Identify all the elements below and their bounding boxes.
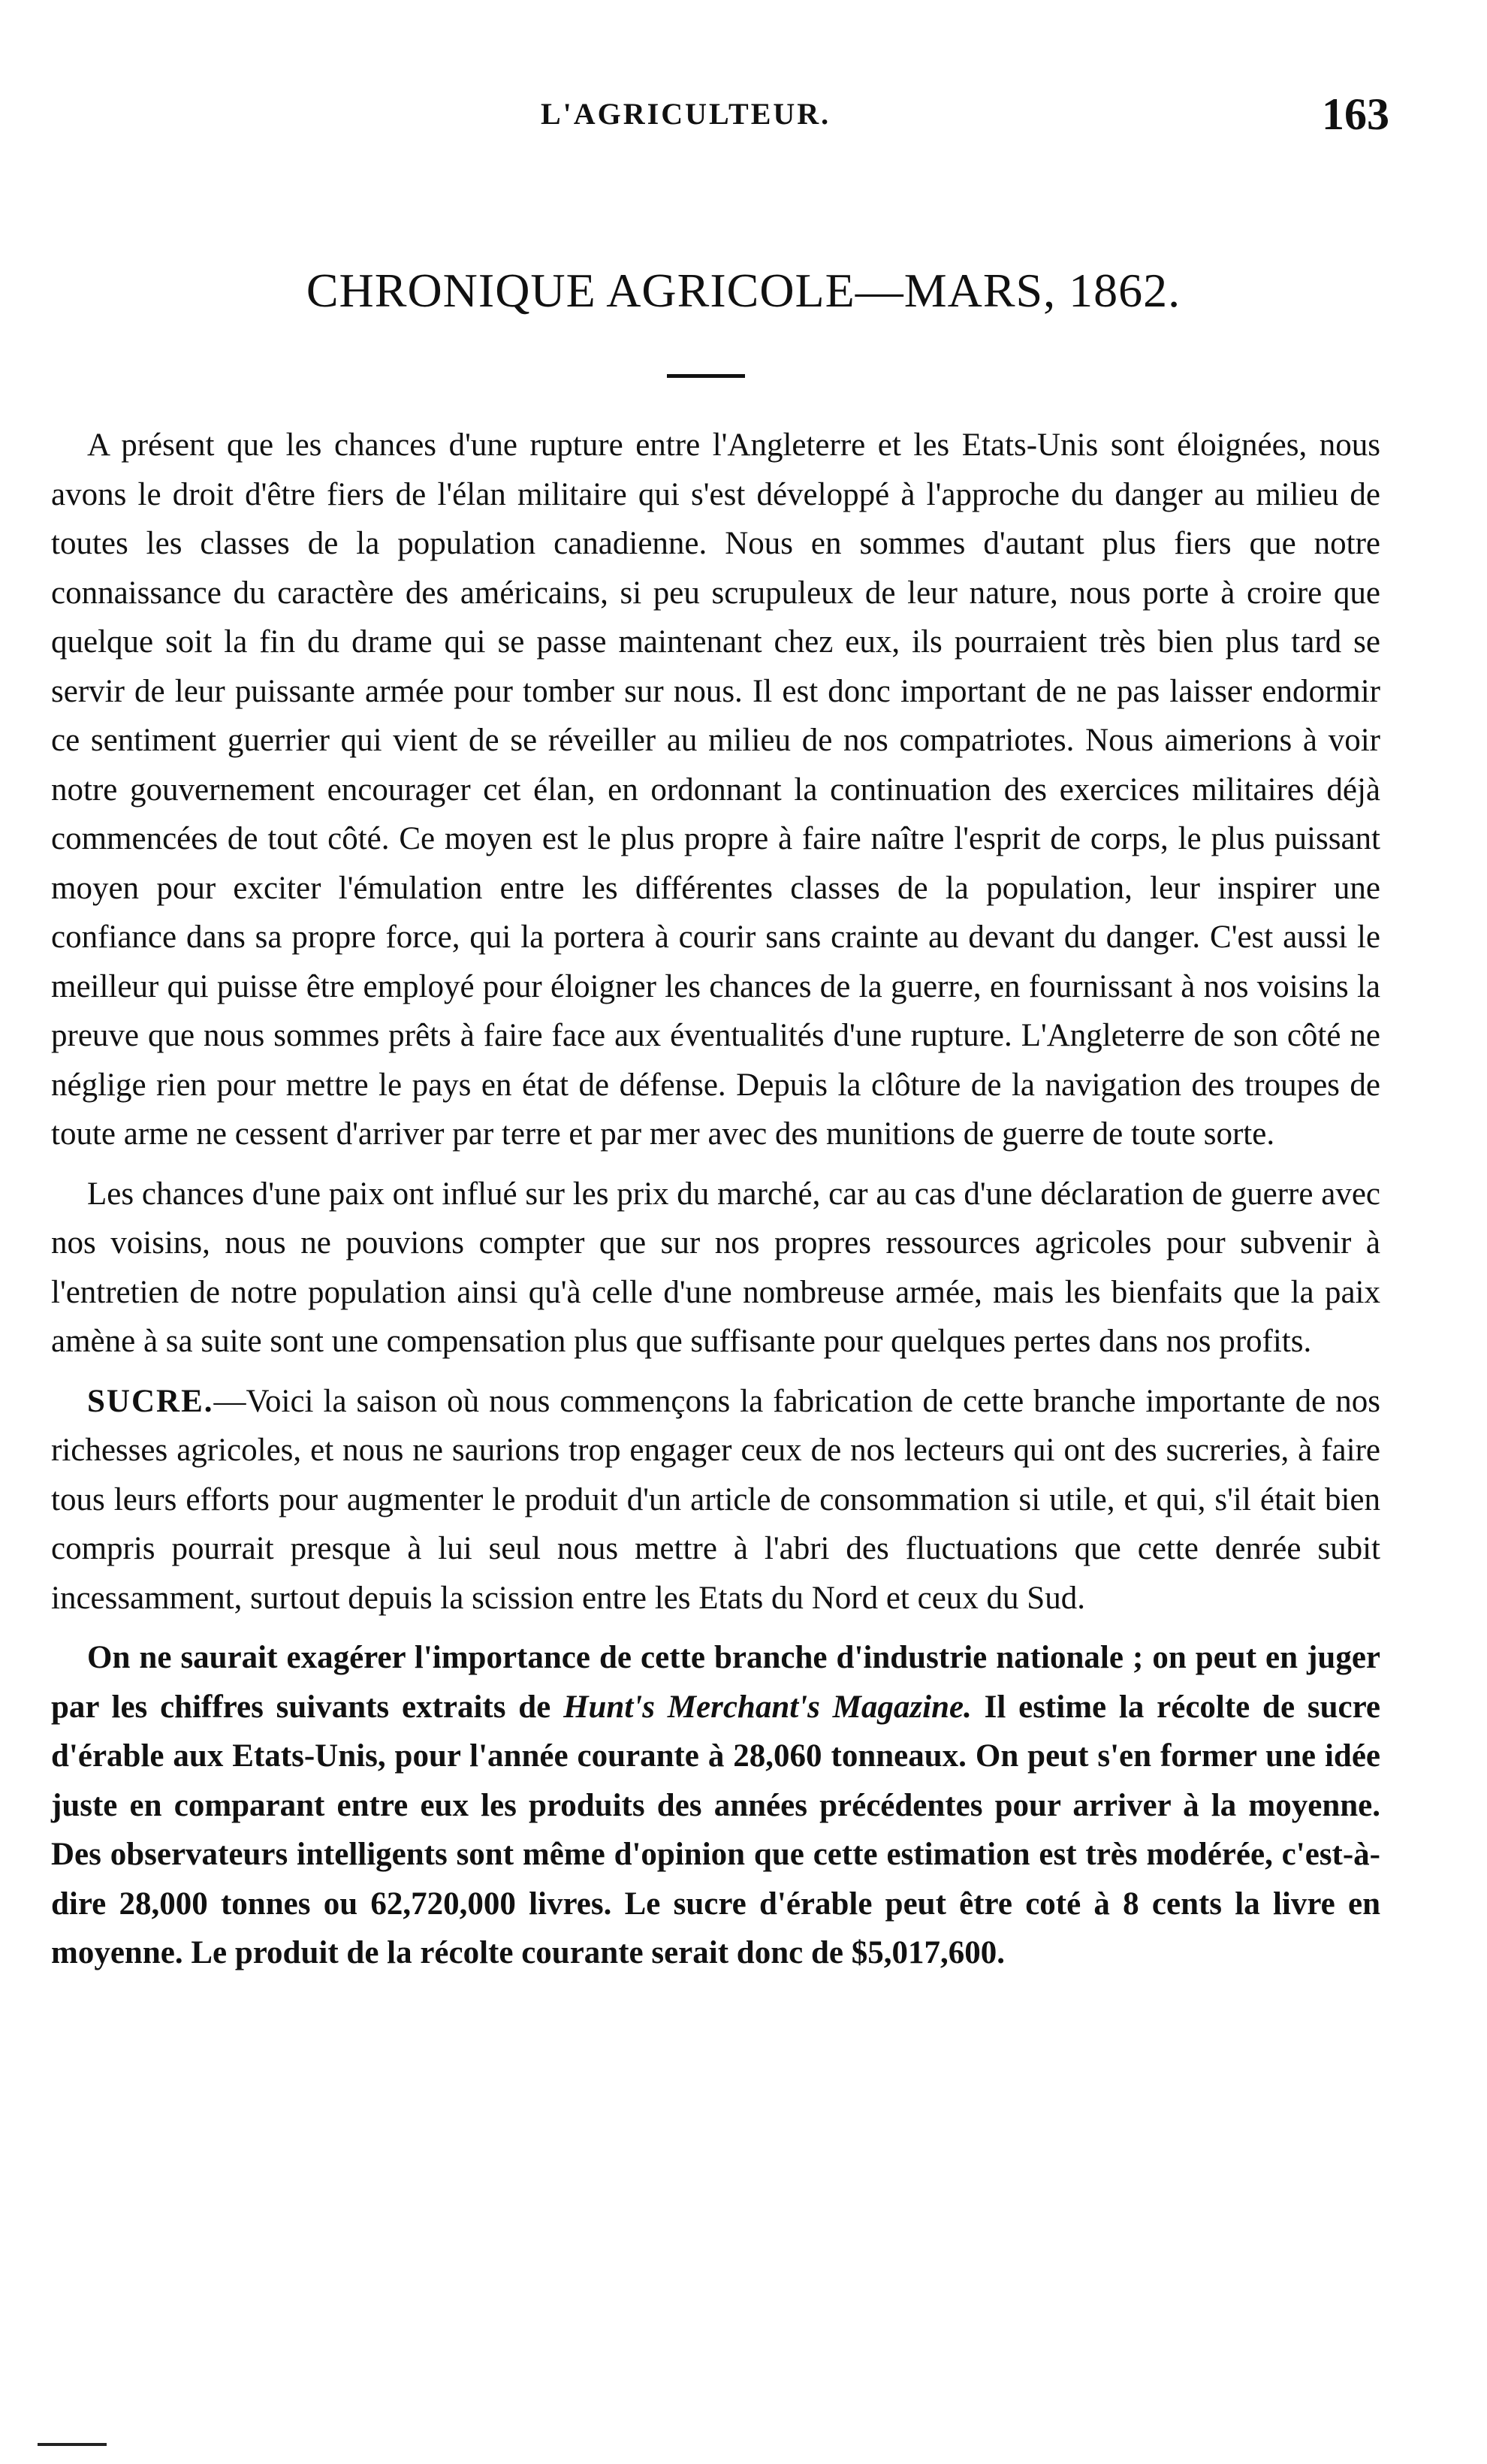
running-header: [541, 89, 1389, 156]
running-title: L'AGRICULTEUR.: [541, 97, 831, 131]
paragraph-sucre: [51, 1377, 1380, 1623]
article-body: [51, 421, 1380, 1978]
footer-rule: [38, 2443, 107, 2446]
sucre-text: —Voici la saison où nous commençons la fabrication de cette branche importante de nos richesses agricoles, et nous ne saurions trop engager ceux de nos lecteurs qui ont des sucreries, à faire tous leurs efforts pour augmenter le produit d'un article de consommation si utile, et qui, s'il était bien compris pourrait presque à lui seul nous mettre à l'abri des fluctuations que cette denrée subit incessamment, surtout depuis la scission entre les Etats du Nord et ceux du Sud.: [51, 1383, 1380, 1616]
paragraph-war-chances: A présent que les chances d'une rupture entre l'Angleterre et les Etats-Unis sont éloignées, nous avons le droit d'être fiers de l'élan militaire qui s'est développé à l'approche du danger au milieu de toutes les classes de la population canadienne. Nous en sommes d'autant plus fiers que notre connaissance du caractère des américains, si peu scrupuleux de leur nature, nous porte à croire que quelque soit la fin du drame qui se passe maintenant chez eux, ils pourraient très bien plus tard se servir de leur puissante armée pour tomber sur nous. Il est donc important de ne pas laisser endormir ce sentiment guerrier qui vient de se réveiller au milieu de nos compatriotes. Nous aimerions à voir notre gouvernement encourager cet élan, en ordonnant la continuation des exercices militaires déjà commencées de tout côté. Ce moyen est le plus propre à faire naître l'esprit de corps, le plus puissant moyen pour exciter l'émulation entre les différentes classes de la population, leur inspirer une confiance dans sa propre force, qui la portera à courir sans crainte au devant du danger. C'est aussi le meilleur qui puisse être employé pour éloigner les chances de la guerre, en fournissant à nos voisins la preuve que nous sommes prêts à faire face aux éventualités d'une rupture. L'Angleterre de son côté ne néglige rien pour mettre le pays en état de défense. Depuis la clôture de la navigation des troupes de toute arme ne cessent d'arriver par terre et par mer avec des munitions de guerre de toute sorte.: [51, 427, 1380, 1152]
chapter-title: CHRONIQUE AGRICOLE—MARS, 1862.: [306, 264, 1181, 317]
page-number: 163: [1322, 89, 1389, 139]
harvest-intro: On ne saurait exagérer l'importance de cette branche d'industrie nationale ; on peut en juger par les chiffres suivants extraits de: [51, 1640, 1380, 1725]
title-rule: [667, 374, 745, 378]
paragraph-maple-harvest: [51, 1633, 1380, 1978]
source-magazine: Hunt's Merchant's Magazine.: [563, 1689, 972, 1725]
harvest-figures: Il estime la récolte de sucre d'érable aux Etats-Unis, pour l'année courante à 28,060 tonneaux. On peut s'en former une idée juste en comparant entre eux les produits des années précédentes pour arriver à la moyenne. Des observateurs intelligents sont même d'opinion que cette estimation est très modérée, c'est-à-dire 28,000 tonnes ou 62,720,000 livres. Le sucre d'érable peut être coté à 8 cents la livre en moyenne. Le produit de la récolte courante serait donc de $5,017,600.: [51, 1689, 1380, 1970]
sucre-lead: SUCRE.: [87, 1383, 214, 1419]
paragraph-market-prices: Les chances d'une paix ont influé sur les prix du marché, car au cas d'une déclaration de guerre avec nos voisins, nous ne pouvions compter que sur nos propres ressources agricoles pour subvenir à l'entretien de notre population ainsi qu'à celle d'une nombreuse armée, mais les bienfaits que la paix amène à sa suite sont une compensation plus que suffisante pour quelques pertes dans nos profits.: [51, 1176, 1380, 1359]
